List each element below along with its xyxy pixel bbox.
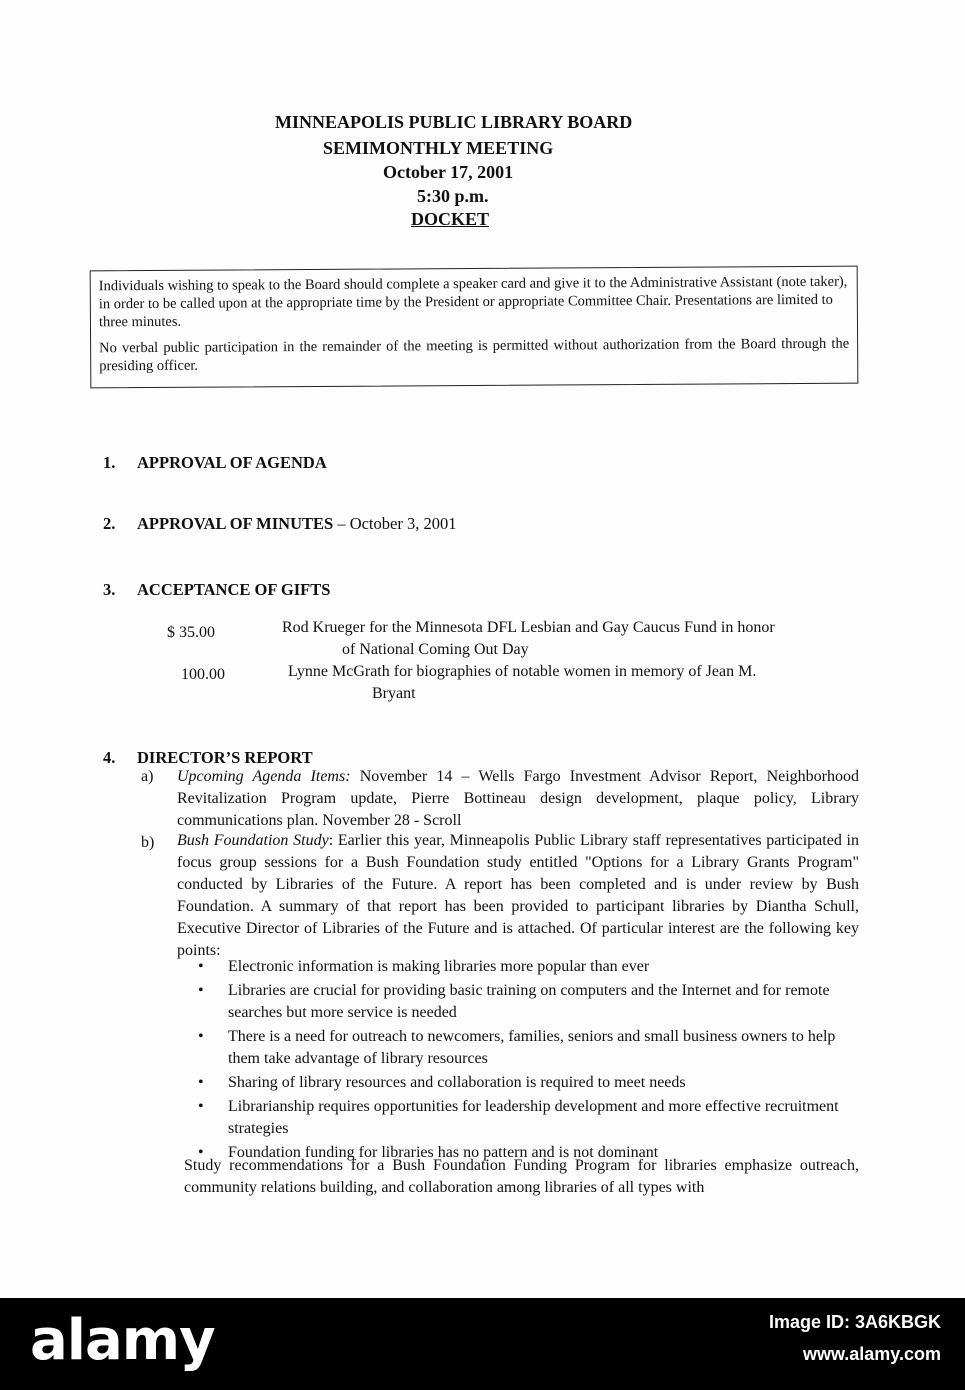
list-item [196, 1072, 861, 1094]
bullet-icon: • [198, 958, 204, 975]
bullet-icon: • [198, 982, 204, 999]
item-b-text: : Earlier this year, Minneapolis Public Library staff representatives participated in focus group sessions for a Bush Foundation study entitled "Options for a Library Grants Program" conducted by Libraries of the Future. A report has been completed and is under review by Bush Foundation. A summary of that report has been provided to participant libraries by Diantha Schull, Executive Director of Libraries of the Future and is attached. Of particular interest are the following key points: [177, 832, 860, 959]
gift-description [288, 661, 863, 705]
alamy-logo: alamy [30, 1308, 215, 1373]
bullet-text: Sharing of library resources and collaboration is required to meet needs [228, 1074, 686, 1091]
item-a-title: Upcoming Agenda Items: [177, 768, 351, 785]
bush-foundation-study [177, 830, 859, 962]
bullet-text: Foundation funding for libraries has no pattern and is not dominant [228, 1144, 659, 1161]
gift-amount: 100.00 [181, 666, 225, 683]
gift-description [282, 617, 857, 661]
bullet-text: Librarianship requires opportunities for leadership development and more effective recruitment strategies [228, 1098, 839, 1137]
study-recommendations: Study recommendations for a Bush Foundation Funding Program for libraries emphasize outreach, community relations building, and collaboration among libraries of all types with [184, 1157, 859, 1196]
site-url: www.alamy.com [802, 1344, 941, 1364]
minutes-date: – October 3, 2001 [333, 514, 457, 533]
section-heading: DIRECTOR’S REPORT [137, 748, 313, 767]
bullet-text: Libraries are crucial for providing basic training on computers and the Internet and for remote searches but more service is needed [228, 982, 830, 1021]
item-a-label: a) [141, 768, 154, 785]
section-heading: APPROVAL OF AGENDA [137, 453, 327, 472]
section-number: 2. [103, 514, 116, 533]
title-line-board: MINNEAPOLIS PUBLIC LIBRARY BOARD [275, 112, 633, 132]
item-a-text: November 14 – Wells Fargo Investment Advisor Report, Neighborhood Revitalization Program update, Pierre Bottineau design development, plaque policy, Library communications plan. November 28 - Scroll [177, 768, 860, 829]
section-number: 1. [103, 453, 116, 472]
bullet-text: There is a need for outreach to newcomers, families, seniors and small business owners to help them take advantage of library resources [228, 1028, 836, 1067]
list-item [196, 956, 861, 978]
title-line-date: October 17, 2001 [383, 162, 514, 182]
title-line-time: 5:30 p.m. [417, 186, 489, 206]
notice-paragraph-participation: No verbal public participation in the remainder of the meeting is permitted without authorization from the Board through the presiding officer. [99, 335, 850, 375]
gift-desc-line: of National Coming Out Day [342, 641, 529, 658]
bullet-icon: • [198, 1074, 204, 1091]
section-number: 3. [103, 580, 116, 599]
title-line-docket: DOCKET [411, 209, 490, 229]
bullet-icon: • [198, 1028, 204, 1045]
gift-desc-line: Rod Krueger for the Minnesota DFL Lesbian and Gay Caucus Fund in honor [282, 619, 775, 636]
key-points-list [196, 956, 861, 1166]
item-b-label: b) [141, 834, 155, 851]
bullet-text: Electronic information is making libraries more popular than ever [228, 958, 650, 975]
section-1 [103, 453, 327, 473]
section-2 [103, 514, 456, 534]
section-3 [103, 580, 330, 600]
section-heading: ACCEPTANCE OF GIFTS [137, 580, 331, 599]
notice-paragraph-speakers: Individuals wishing to speak to the Board should complete a speaker card and give it to the Administrative Assistant (note taker), in order to be called upon at the appropriate time by the President or appropriate Committee Chair. Presentations are limited to three minutes. [98, 273, 848, 331]
bullet-icon: • [198, 1098, 204, 1115]
bullet-icon: • [198, 1144, 204, 1161]
section-4 [103, 748, 313, 768]
item-b-title: Bush Foundation Study [177, 832, 329, 849]
speaker-notice-box [90, 266, 859, 389]
section-heading: APPROVAL OF MINUTES [137, 514, 334, 533]
list-item [196, 1026, 861, 1070]
title-line-meeting: SEMIMONTHLY MEETING [323, 138, 554, 158]
upcoming-agenda-items [177, 766, 859, 832]
section-number: 4. [103, 748, 116, 767]
gift-desc-line: Bryant [372, 685, 416, 702]
image-id: Image ID: 3A6KBGK [768, 1312, 941, 1332]
list-item [196, 980, 861, 1024]
stock-footer-bar [0, 1298, 965, 1390]
gift-amount: $ 35.00 [167, 624, 215, 641]
list-item [196, 1096, 861, 1140]
gift-desc-line: Lynne McGrath for biographies of notable women in memory of Jean M. [288, 663, 757, 680]
